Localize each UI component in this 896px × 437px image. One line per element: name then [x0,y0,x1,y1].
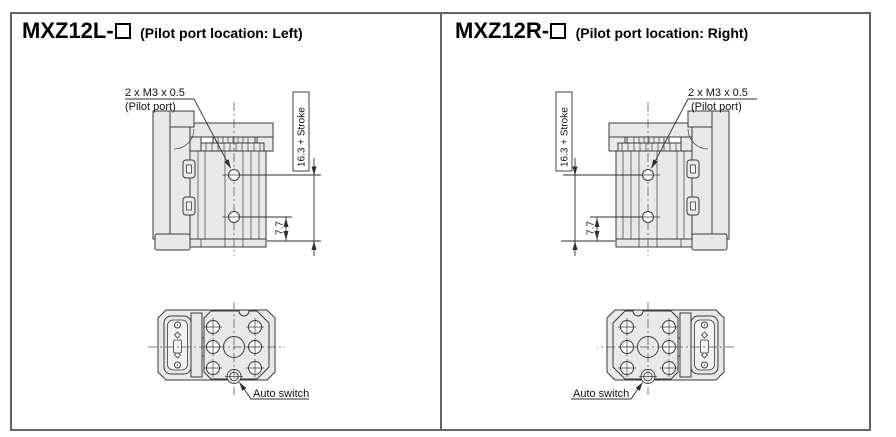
port-location-note: (Pilot port location: Left) [140,25,303,41]
pilot-port-caption-label: (Pilot port) [125,101,176,113]
bottom-view-right [567,300,737,410]
offset-dimension-label: 7.7 [274,221,286,235]
panel-title-right [455,18,748,44]
pilot-port-thread-label: 2 x M3 x 0.5 [688,87,748,99]
bottom-view-right-annotations [571,383,643,401]
auto-switch-label: Auto switch [253,388,310,400]
front-view-right [539,84,769,269]
bottom-view-left-annotations [240,383,310,401]
size-placeholder-box [115,23,131,39]
stroke-dimension-label: 16.3 + Stroke [559,107,571,167]
bottom-view-left [145,300,315,410]
front-view-left [113,84,343,269]
model-code: MXZ12L- [22,18,114,43]
size-placeholder-box [550,23,566,39]
pilot-port-caption-label: (Pilot port) [691,101,742,113]
stroke-dimension-label: 16.3 + Stroke [296,107,308,167]
pilot-port-thread-label: 2 x M3 x 0.5 [125,87,185,99]
port-location-note: (Pilot port location: Right) [575,25,749,41]
model-code: MXZ12R- [455,18,550,43]
panel-title-left [22,18,303,44]
panel-divider [440,12,442,431]
offset-dimension-label: 7.7 [585,221,597,235]
auto-switch-label: Auto switch [573,388,630,400]
